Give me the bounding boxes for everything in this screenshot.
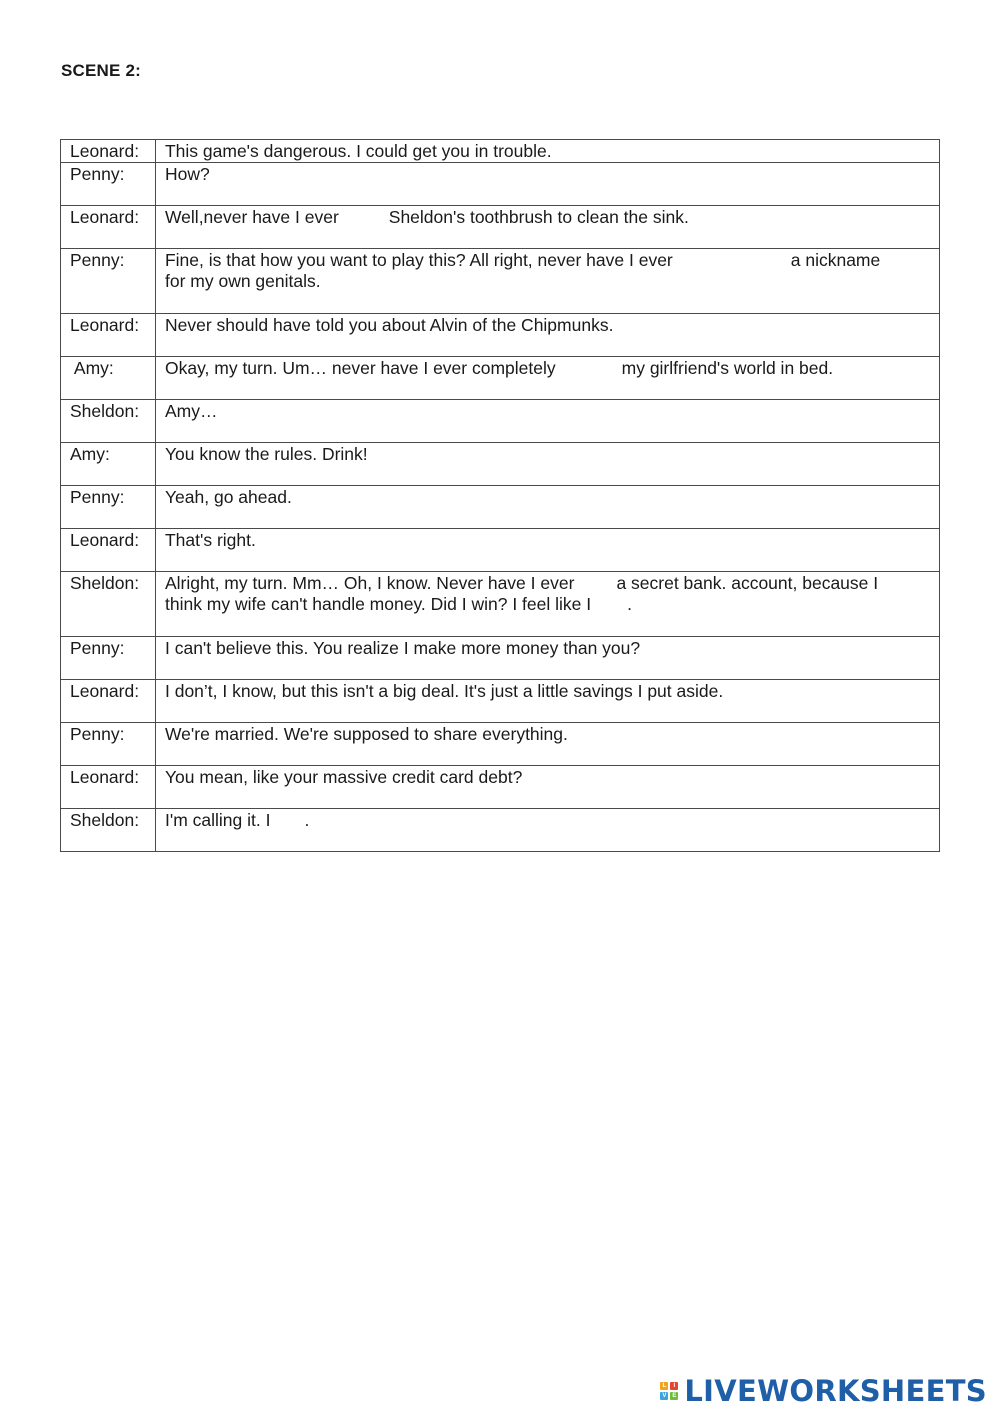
line-text: Amy…: [164, 401, 218, 421]
line-text: for my own genitals.: [164, 271, 321, 291]
liveworksheets-wordmark: LIVEWORKSHEETS: [684, 1374, 987, 1408]
line-cell: [155, 140, 939, 163]
line-text: Never should have told you about Alvin of the Chipmunks.: [164, 315, 614, 335]
speaker-cell: Sheldon:: [61, 572, 156, 637]
line-text: How?: [164, 164, 210, 184]
speaker-cell: Amy:: [61, 443, 156, 486]
table-row: [61, 529, 940, 572]
line-text: my girlfriend's world in bed.: [621, 358, 834, 378]
line-cell: [155, 572, 939, 637]
speaker-cell: Penny:: [61, 723, 156, 766]
line-text: .: [627, 594, 632, 614]
line-text: I don’t, I know, but this isn't a big deal. It's just a little savings I put aside.: [164, 681, 724, 701]
speaker-cell: Leonard:: [61, 206, 156, 249]
dialogue-table: [60, 139, 940, 852]
line-text: I can't believe this. You realize I make more money than you?: [164, 638, 641, 658]
logo-tile: I: [670, 1382, 678, 1390]
line-text: think my wife can't handle money. Did I win? I feel like I: [164, 594, 592, 614]
speaker-cell: Sheldon:: [61, 400, 156, 443]
speaker-cell: Leonard:: [61, 766, 156, 809]
table-row: [61, 443, 940, 486]
line-text: You know the rules. Drink!: [164, 444, 368, 464]
speaker-cell: Penny:: [61, 486, 156, 529]
line-text: You mean, like your massive credit card debt?: [164, 767, 523, 787]
table-row: [61, 486, 940, 529]
line-cell: [155, 529, 939, 572]
line-cell: [155, 163, 939, 206]
line-text: Okay, my turn. Um… never have I ever completely: [164, 358, 556, 378]
table-row: [61, 314, 940, 357]
table-row: [61, 249, 940, 314]
line-text: We're married. We're supposed to share everything.: [164, 724, 568, 744]
line-cell: [155, 314, 939, 357]
table-row: [61, 400, 940, 443]
speaker-cell: Amy:: [61, 357, 156, 400]
line-cell: [155, 400, 939, 443]
line-cell: [155, 357, 939, 400]
liveworksheets-logo: [660, 1376, 987, 1406]
line-cell: [155, 680, 939, 723]
line-text: Well,never have I ever: [164, 207, 339, 227]
speaker-cell: Sheldon:: [61, 809, 156, 852]
logo-tile: E: [672, 1393, 677, 1399]
line-cell: [155, 486, 939, 529]
logo-tile: V: [662, 1393, 667, 1399]
line-cell: [155, 766, 939, 809]
table-row: [61, 140, 940, 163]
table-row: [61, 809, 940, 852]
line-text: I'm calling it. I: [164, 810, 271, 830]
line-cell: [155, 809, 939, 852]
speaker-cell: Leonard:: [61, 680, 156, 723]
liveworksheets-logo-icon: [660, 1382, 678, 1400]
line-text: a secret bank. account, because I: [616, 573, 879, 593]
table-row: [61, 637, 940, 680]
speaker-cell: Penny:: [61, 163, 156, 206]
line-cell: [155, 723, 939, 766]
speaker-cell: Penny:: [61, 637, 156, 680]
speaker-cell: Leonard:: [61, 529, 156, 572]
line-cell: [155, 637, 939, 680]
line-text: Yeah, go ahead.: [164, 487, 292, 507]
line-text: This game's dangerous. I could get you in trouble.: [164, 141, 552, 161]
table-row: [61, 680, 940, 723]
line-text: a nickname: [790, 250, 881, 270]
line-text: Sheldon's toothbrush to clean the sink.: [388, 207, 689, 227]
line-text: That's right.: [164, 530, 256, 550]
table-row: [61, 163, 940, 206]
line-cell: [155, 249, 939, 314]
table-row: [61, 766, 940, 809]
speaker-cell: Leonard:: [61, 140, 156, 163]
table-row: [61, 572, 940, 637]
line-cell: [155, 206, 939, 249]
scene-heading: SCENE 2:: [61, 61, 142, 80]
table-row: [61, 206, 940, 249]
speaker-cell: Penny:: [61, 249, 156, 314]
line-text: Fine, is that how you want to play this? All right, never have I ever: [164, 250, 673, 270]
table-row: [61, 723, 940, 766]
line-cell: [155, 443, 939, 486]
speaker-cell: Leonard:: [61, 314, 156, 357]
line-text: Alright, my turn. Mm… Oh, I know. Never have I ever: [164, 573, 575, 593]
logo-tile: L: [660, 1382, 668, 1390]
table-row: [61, 357, 940, 400]
line-text: .: [304, 810, 310, 830]
